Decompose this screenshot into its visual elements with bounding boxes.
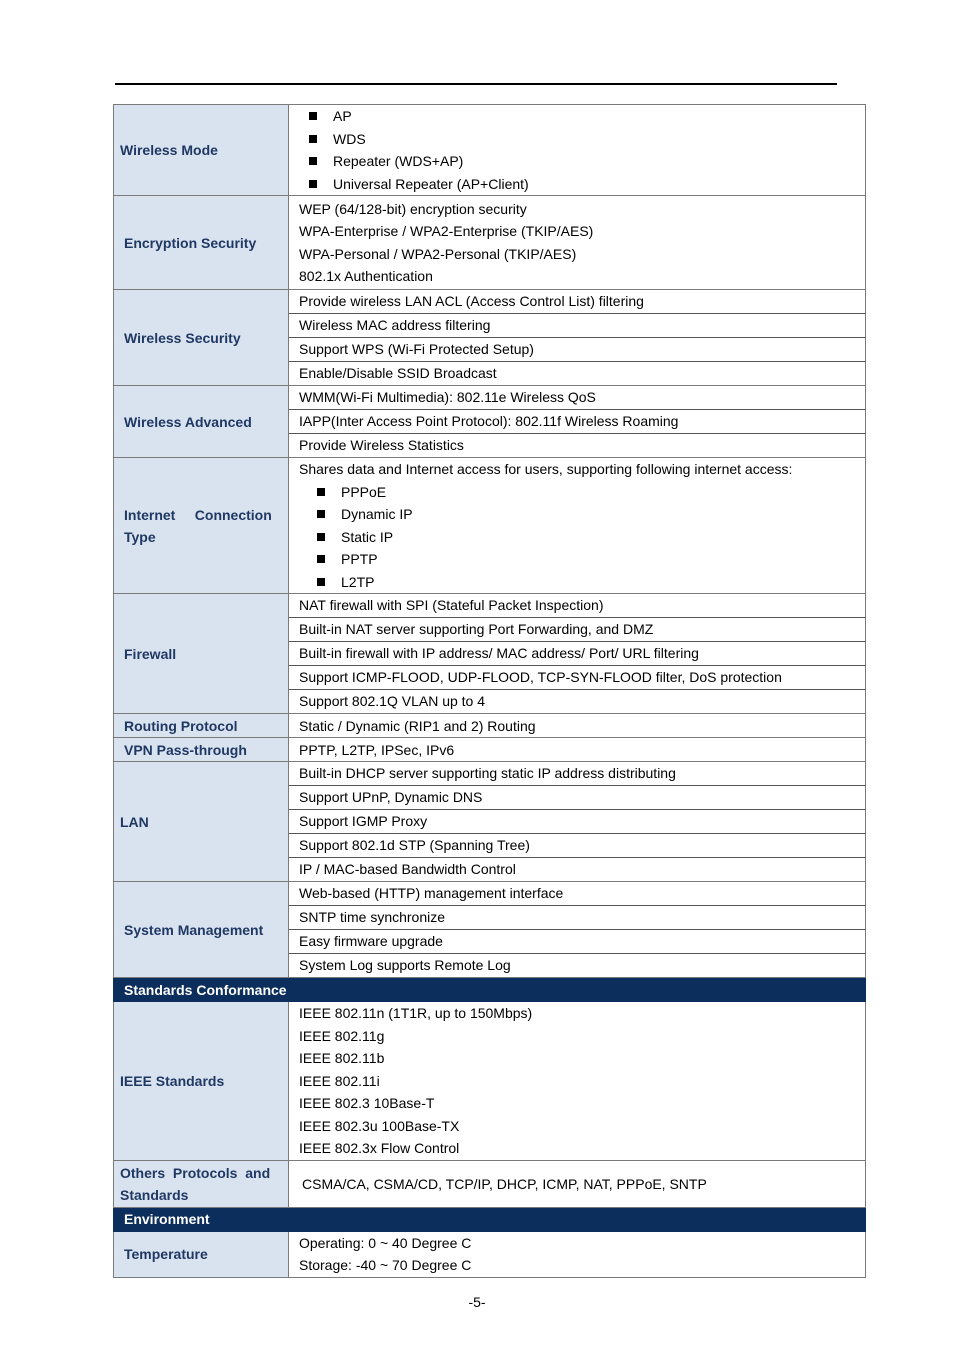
list-item: Repeater (WDS+AP) (309, 150, 855, 173)
row-label-temperature: Temperature (114, 1231, 289, 1277)
square-bullet-icon (317, 488, 325, 496)
list-item: NAT firewall with SPI (Stateful Packet Inspection) (299, 597, 604, 613)
row-label-routing-protocol: Routing Protocol (114, 714, 289, 738)
list-item: Support ICMP-FLOOD, UDP-FLOOD, TCP-SYN-FLOOD filter, DoS protection (289, 665, 865, 689)
row-value-system-management (289, 882, 866, 978)
page-number: -5- (468, 1294, 486, 1310)
square-bullet-icon (309, 112, 317, 120)
table-row-routing-protocol (114, 714, 866, 738)
list-item: IEEE 802.3 10Base-T (299, 1095, 435, 1111)
list-item: 802.1x Authentication (299, 268, 433, 284)
list-item: WMM(Wi-Fi Multimedia): 802.11e Wireless QoS (299, 389, 596, 405)
row-value-firewall (289, 594, 866, 714)
row-label-ieee-standards: IEEE Standards (114, 1002, 289, 1161)
list-item: Provide wireless LAN ACL (Access Control List) filtering (299, 293, 644, 309)
list-item: Universal Repeater (AP+Client) (309, 173, 855, 196)
square-bullet-icon (309, 157, 317, 165)
square-bullet-icon (309, 180, 317, 188)
list-item: IEEE 802.3u 100Base-TX (299, 1117, 460, 1134)
header-rule (115, 83, 837, 85)
list-item: System Log supports Remote Log (289, 953, 865, 977)
row-value-routing-protocol: Static / Dynamic (RIP1 and 2) Routing (289, 714, 866, 738)
spec-table (113, 104, 866, 1278)
list-item: L2TP (299, 571, 855, 594)
row-label-system-management: System Management (114, 882, 289, 978)
table-row-vpn-pass-through (114, 738, 866, 762)
list-item: IEEE 802.3x Flow Control (299, 1140, 460, 1156)
list-item: Easy firmware upgrade (289, 929, 865, 953)
section-header-standards-conformance (114, 978, 866, 1002)
square-bullet-icon (309, 135, 317, 143)
list-item: PPPoE (299, 481, 855, 504)
list-item: Provide Wireless Statistics (289, 433, 865, 457)
list-item: Support 802.1d STP (Spanning Tree) (289, 833, 865, 857)
row-value-lan (289, 762, 866, 882)
row-value-ieee-standards (289, 1002, 866, 1161)
row-value-wireless-security (289, 290, 866, 386)
list-item: WDS (309, 128, 855, 151)
square-bullet-icon (317, 533, 325, 541)
row-label-wireless-mode: Wireless Mode (114, 105, 289, 196)
list-item: WPA-Enterprise / WPA2-Enterprise (TKIP/AES) (299, 223, 594, 239)
list-item: AP (309, 105, 855, 128)
list-item: IAPP(Inter Access Point Protocol): 802.11f Wireless Roaming (289, 409, 865, 433)
list-item: IP / MAC-based Bandwidth Control (289, 857, 865, 881)
label-line: Others Protocols and (120, 1164, 271, 1181)
row-label-firewall: Firewall (114, 594, 289, 714)
list-item: Operating: 0 ~ 40 Degree C (299, 1234, 472, 1251)
row-value-others-protocols: CSMA/CA, CSMA/CD, TCP/IP, DHCP, ICMP, NAT, PPPoE, SNTP (289, 1160, 866, 1207)
list-item: SNTP time synchronize (289, 905, 865, 929)
table-row-others-protocols (114, 1160, 866, 1207)
row-label-lan: LAN (114, 762, 289, 882)
list-item: IEEE 802.11g (299, 1027, 385, 1044)
row-label-internet-connection-type (114, 458, 289, 594)
row-value-internet-connection-type (289, 458, 866, 594)
row-label-wireless-security: Wireless Security (114, 290, 289, 386)
list-item: WEP (64/128-bit) encryption security (299, 200, 527, 217)
table-row-internet-connection-type (114, 458, 866, 594)
table-row-ieee-standards (114, 1002, 866, 1161)
section-title: Standards Conformance (114, 978, 866, 1002)
list-item: PPTP (299, 548, 855, 571)
section-title: Environment (114, 1207, 866, 1231)
table-row-wireless-advanced (114, 386, 866, 458)
list-item: Dynamic IP (299, 503, 855, 526)
table-row-firewall (114, 594, 866, 714)
table-row-wireless-security (114, 290, 866, 386)
list-item: Built-in DHCP server supporting static IP address distributing (299, 765, 676, 781)
list-item: Storage: -40 ~ 70 Degree C (299, 1257, 472, 1273)
label-line: Internet Connection (124, 506, 272, 523)
row-value-vpn-pass-through: PPTP, L2TP, IPSec, IPv6 (289, 738, 866, 762)
row-value-wireless-advanced (289, 386, 866, 458)
list-item: Support IGMP Proxy (289, 809, 865, 833)
list-item: Support WPS (Wi-Fi Protected Setup) (289, 337, 865, 361)
list-item: Static IP (299, 526, 855, 549)
row-label-wireless-advanced: Wireless Advanced (114, 386, 289, 458)
list-item: Support 802.1Q VLAN up to 4 (289, 689, 865, 713)
list-item: IEEE 802.11i (299, 1072, 380, 1089)
list-item: Web-based (HTTP) management interface (299, 885, 564, 901)
list-item: Wireless MAC address filtering (289, 313, 865, 337)
list-item: IEEE 802.11n (1T1R, up to 150Mbps) (299, 1005, 533, 1021)
row-value-encryption-security (289, 196, 866, 290)
list-item: IEEE 802.11b (299, 1050, 385, 1066)
square-bullet-icon (317, 510, 325, 518)
list-item: Enable/Disable SSID Broadcast (289, 361, 865, 385)
label-line: Standards (120, 1186, 189, 1203)
list-item: Built-in NAT server supporting Port Forwarding, and DMZ (289, 617, 865, 641)
row-value-wireless-mode (289, 105, 866, 196)
section-header-environment (114, 1207, 866, 1231)
table-row-lan (114, 762, 866, 882)
list-item: Built-in firewall with IP address/ MAC address/ Port/ URL filtering (289, 641, 865, 665)
row-label-others-protocols (114, 1160, 289, 1207)
row-label-encryption-security: Encryption Security (114, 196, 289, 290)
table-row-temperature (114, 1231, 866, 1277)
table-row-encryption-security (114, 196, 866, 290)
row-label-vpn-pass-through: VPN Pass-through (114, 738, 289, 762)
table-row-wireless-mode (114, 105, 866, 196)
label-line: Type (124, 528, 156, 545)
row-value-temperature (289, 1231, 866, 1277)
list-item: WPA-Personal / WPA2-Personal (TKIP/AES) (299, 245, 577, 262)
list-item: Support UPnP, Dynamic DNS (289, 785, 865, 809)
table-row-system-management (114, 882, 866, 978)
intro-text: Shares data and Internet access for users, supporting following internet access: (299, 461, 793, 477)
square-bullet-icon (317, 555, 325, 563)
square-bullet-icon (317, 578, 325, 586)
